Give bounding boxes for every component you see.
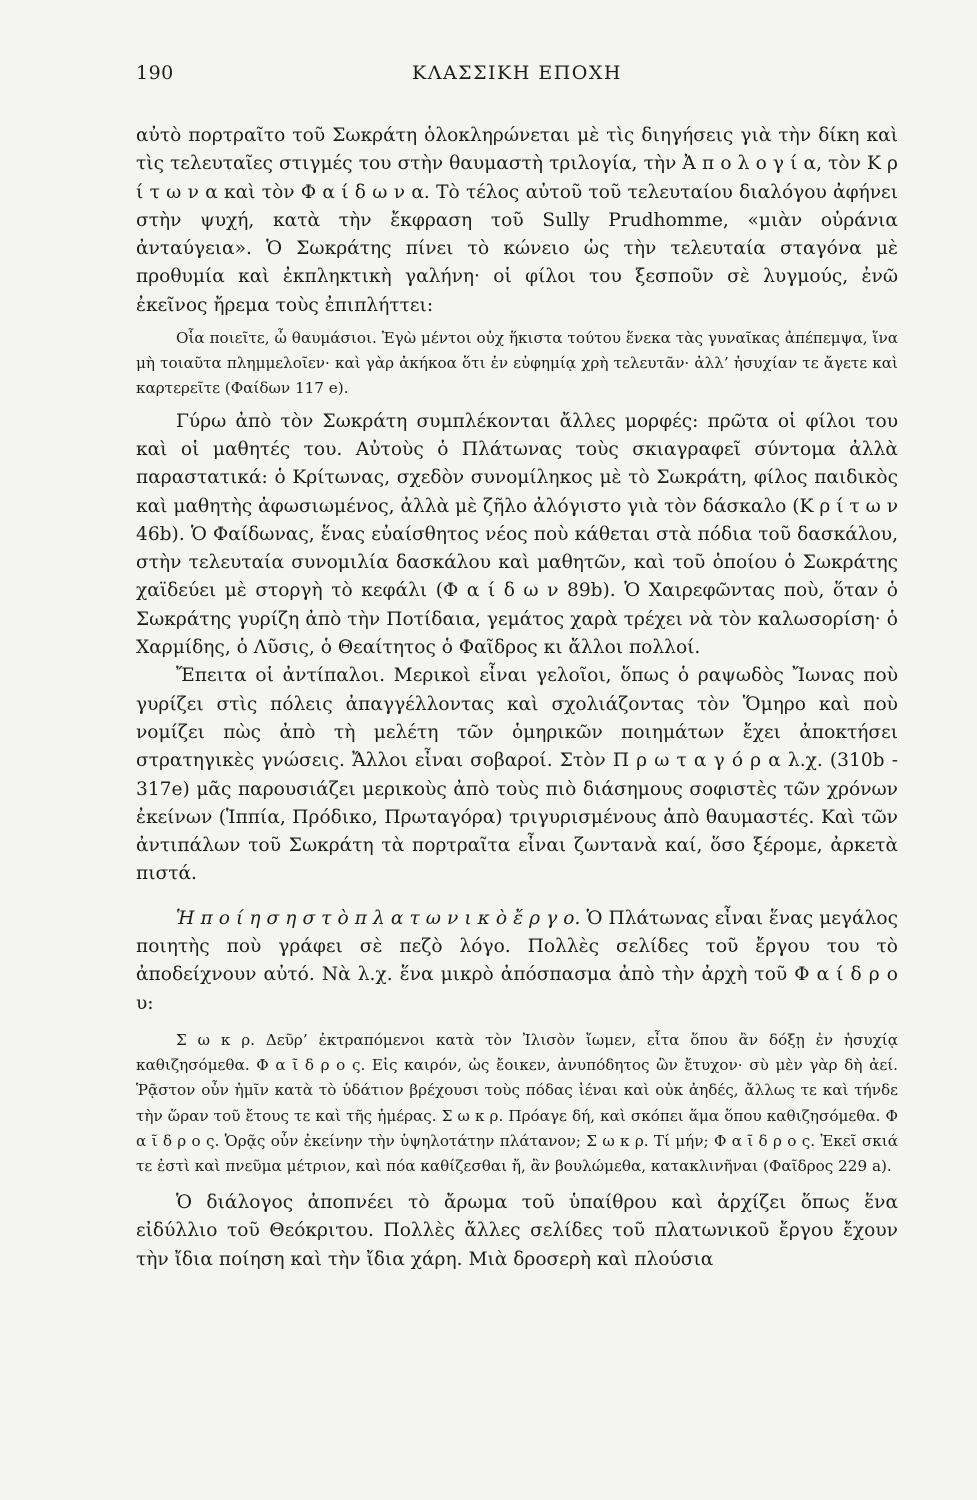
page-body	[136, 122, 898, 1274]
spacer	[136, 889, 898, 905]
quote-phaedrus: Σ ω κ ρ. Δεῦρ’ ἐκτραπόμενοι κατὰ τὸν Ἰλισὸν ἴωμεν, εἶτα ὅπου ἂν δόξῃ ἐν ἡσυχίᾳ καθιζησόμεθα. Φ α ῖ δ ρ ο ς. Εἰς καιρόν, ὡς ἔοικεν, ἀνυπόδητος ὢν ἔτυχον· σὺ μὲν γὰρ δὴ ἀεί. Ῥᾷστον οὖν ἡμῖν κατὰ τὸ ὑδάτιον βρέχουσι τοὺς πόδας ἰέναι καὶ οὐκ ἀηδές, ἄλλως τε καὶ τήνδε τὴν ὥραν τοῦ ἔτους τε καὶ τῆς ἡμέρας. Σ ω κ ρ. Πρόαγε δή, καὶ σκόπει ἅμα ὅπου καθιζησόμεθα. Φ α ῖ δ ρ ο ς. Ὁρᾷς οὖν ἐκείνην τὴν ὑψηλοτάτην πλάτανον; Σ ω κ ρ. Τί μήν; Φ α ῖ δ ρ ο ς. Ἐκεῖ σκιά τε ἐστὶ καὶ πνεῦμα μέτριον, καὶ πόα καθίζεσθαι ἤ, ἂν βουλώμεθα, κατακλινῆναι (Φαῖδρος 229 a).	[136, 1030, 898, 1175]
paragraph-poetry-text: Ὁ Πλάτωνας εἶναι ἕνας μεγάλος ποιητὴς ποὺ γράφει σὲ πεζὸ λόγο. Πολλὲς σελίδες τοῦ ἔργου του τὸ ἀποδείχνουν αὐτό. Νὰ λ.χ. ἕνα μικρὸ ἀπόσπασμα ἀπὸ τὴν ἀρχὴ τοῦ Φ α ί δ ρ ο υ:	[136, 907, 898, 1014]
section-heading: Ἡ π ο ί η σ η σ τ ὸ π λ α τ ω ν ι κ ὸ ἔ ρ γ ο.	[176, 907, 581, 929]
page-number: 190	[136, 62, 174, 84]
paragraph-socrates-portrait: αὐτὸ πορτραῖτο τοῦ Σωκράτη ὁλοκληρώνεται μὲ τὶς διηγήσεις γιὰ τὴν δίκη καὶ τὶς τελευταῖες στιγμές του στὴν θαυμαστὴ τριλογία, τὴν Ἀ π ο λ ο γ ί α, τὸν Κ ρ ί τ ω ν α καὶ τὸν Φ α ί δ ω ν α. Τὸ τέλος αὐτοῦ τοῦ τελευταίου διαλόγου ἀφήνει στὴν ψυχή, κατὰ τὴν ἔκφραση τοῦ Sully Prudhomme, «μιὰν οὐράνια ἀνταύγεια». Ὁ Σωκράτης πίνει τὸ κώνειο ὡς τὴν τελευταία σταγόνα μὲ προθυμία καὶ ἐκπληκτικὴ γαλήνη· οἱ φίλοι του ξεσποῦν σὲ λυγμούς, ἐνῶ ἐκεῖνος ἤρεμα τοὺς ἐπιπλήττει:	[136, 125, 898, 316]
paragraph-poetry	[136, 905, 898, 1018]
paragraph-dialogue-idyll: Ὁ διάλογος ἀποπνέει τὸ ἄρωμα τοῦ ὑπαίθρου καὶ ἀρχίζει ὅπως ἕνα εἰδύλλιο τοῦ Θεόκριτου. Πολλὲς ἄλλες σελίδες τοῦ πλατωνικοῦ ἔργου ἔχουν τὴν ἴδια ποίηση καὶ τὴν ἴδια χάρη. Μιὰ δροσερὴ καὶ πλούσια	[136, 1192, 898, 1270]
quote-phaedo: Οἷα ποιεῖτε, ὦ θαυμάσιοι. Ἐγὼ μέντοι οὐχ ἥκιστα τούτου ἕνεκα τὰς γυναῖκας ἀπέπεμψα, ἵνα μὴ τοιαῦτα πλημμελοῖεν· καὶ γὰρ ἀκήκοα ὅτι ἐν εὐφημίᾳ χρὴ τελευτᾶν· ἀλλ’ ἡσυχίαν τε ἄγετε καὶ καρτερεῖτε (Φαίδων 117 e).	[136, 329, 898, 398]
paragraph-opponents: Ἔπειτα οἱ ἀντίπαλοι. Μερικοὶ εἶναι γελοῖοι, ὅπως ὁ ραψωδὸς Ἴωνας ποὺ γυρίζει στὶς πόλεις ἀπαγγέλλοντας καὶ σχολιάζοντας τὸν Ὅμηρο καὶ ποὺ νομίζει πὼς ἀπὸ τὴ μελέτη τῶν ὁμηρικῶν ποιημάτων ἔχει ἀποκτήσει στρατηγικὲς γνώσεις. Ἄλλοι εἶναι σοβαροί. Στὸν Π ρ ω τ α γ ό ρ α λ.χ. (310b - 317e) μᾶς παρουσιάζει μερικοὺς ἀπὸ τοὺς πιὸ διάσημους σοφιστὲς τῶν χρόνων ἐκείνων (Ἱππία, Πρόδικο, Πρωταγόρα) τριγυρισμένους ἀπὸ θαυμαστές. Καὶ τῶν ἀντιπάλων τοῦ Σωκράτη τὰ πορτραῖτα εἶναι ζωντανὰ καί, ὅσο ξέρομε, ἀρκετὰ πιστά.	[136, 665, 898, 885]
paragraph-friends: Γύρω ἀπὸ τὸν Σωκράτη συμπλέκονται ἄλλες μορφές: πρῶτα οἱ φίλοι του καὶ οἱ μαθητές του. Αὐτοὺς ὁ Πλάτωνας τοὺς σκιαγραφεῖ σύντομα ἀλλὰ παραστατικά: ὁ Κρίτωνας, σχεδὸν συνομίληκος μὲ τὸ Σωκράτη, φίλος παιδικὸς καὶ μαθητὴς ἀφωσιωμένος, ἀλλὰ μὲ ζῆλο ἀλόγιστο γιὰ τὸν δάσκαλο (Κ ρ ί τ ω ν 46b). Ὁ Φαίδωνας, ἕνας εὐαίσθητος νέος ποὺ κάθεται στὰ πόδια τοῦ δασκάλου, στὴν τελευταία συνομιλία δασκάλου καὶ μαθητῶν, καὶ τοῦ ὁποίου ὁ Σωκράτης χαϊδεύει μὲ στοργὴ τὸ κεφάλι (Φ α ί δ ω ν 89b). Ὁ Χαιρεφῶντας ποὺ, ὅταν ὁ Σωκράτης γυρίζη ἀπὸ τὴν Ποτίδαια, γεμάτος χαρὰ τρέχει νὰ τὸν καλωσορίση· ὁ Χαρμίδης, ὁ Λῦσις, ὁ Θεαίτητος ὁ Φαῖδρος κι ἄλλοι πολλοί.	[136, 410, 898, 659]
running-head: ΚΛΑΣΣΙΚΗ ΕΠΟΧΗ	[412, 62, 622, 84]
page-header	[136, 62, 898, 92]
spacer	[136, 1018, 898, 1022]
